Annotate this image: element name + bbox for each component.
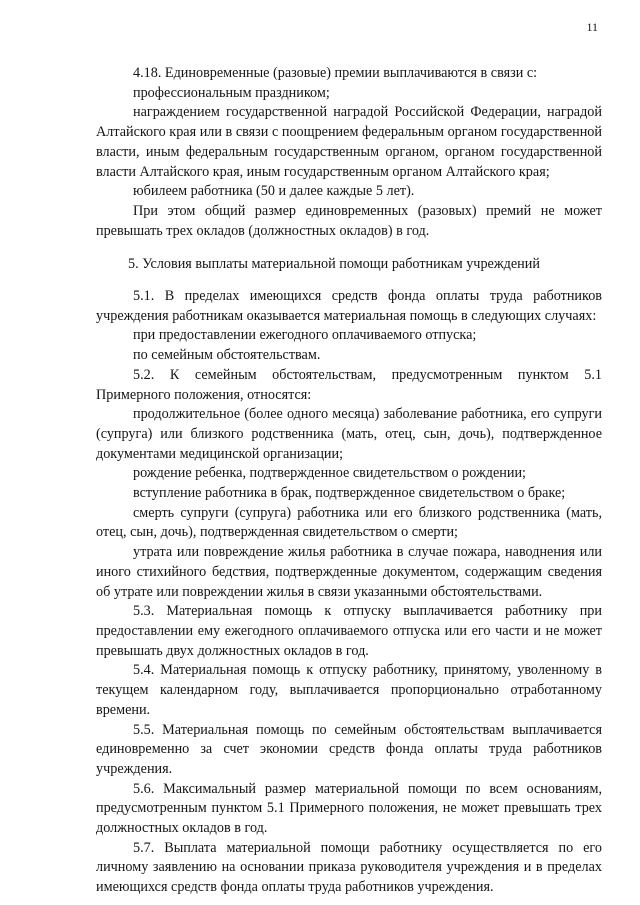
- clause-5-5: 5.5. Материальная помощь по семейным обстоятельствам выплачивается единовременно за счет экономии средств фонда оплаты труда работников учреждения.: [96, 721, 602, 777]
- section-5-heading: 5. Условия выплаты материальной помощи работникам учреждений: [128, 256, 540, 273]
- clause-5-3: 5.3. Материальная помощь к отпуску выплачивается работнику при предоставлении ему ежегодного оплачиваемого отпуска или его части и не может превышать двух должностных окладов в год.: [96, 603, 602, 659]
- list-item-marriage: вступление работника в брак, подтвержденное свидетельством о браке;: [133, 485, 566, 502]
- list-item-housing-loss: утрата или повреждение жилья работника в случае пожара, наводнения или иного стихийного бедствия, подтвержденные документом, содержащим сведения об утрате или повреждении жилья в связи указанными обстоятельствами.: [96, 544, 602, 600]
- list-item-anniversary: юбилеем работника (50 и далее каждые 5 лет).: [133, 183, 415, 200]
- bonus-limit-paragraph: При этом общий размер единовременных (разовых) премий не может превышать трех окладов (должностных окладов) в год.: [96, 202, 602, 239]
- page-number: 11: [586, 20, 598, 34]
- clause-5-4: 5.4. Материальная помощь к отпуску работнику, принятому, уволенному в текущем календарном году, выплачивается пропорционально отработанному времени.: [96, 662, 602, 718]
- list-item-death: смерть супруги (супруга) работника или его близкого родственника (мать, отец, сын, дочь), подтвержденная свидетельством о смерти;: [96, 504, 602, 541]
- list-item-birth: рождение ребенка, подтвержденное свидетельством о рождении;: [133, 465, 526, 482]
- list-item-vacation: при предоставлении ежегодного оплачиваемого отпуска;: [133, 327, 477, 344]
- document-body: [96, 64, 602, 898]
- clause-5-7: 5.7. Выплата материальной помощи работнику осуществляется по его личному заявлению на основании приказа руководителя учреждения и в пределах имеющихся средств фонда оплаты труда работников учреждения.: [96, 839, 602, 896]
- list-item-illness: продолжительное (более одного месяца) заболевание работника, его супруги (супруга) или близкого родственника (мать, отец, сын, дочь), подтвержденное документами медицинской организации;: [96, 406, 602, 462]
- list-item-family: по семейным обстоятельствам.: [133, 347, 321, 364]
- clause-4-18: 4.18. Единовременные (разовые) премии выплачиваются в связи с:: [133, 65, 538, 81]
- clause-5-2: 5.2. К семейным обстоятельствам, предусмотренным пунктом 5.1 Примерного положения, относятся:: [96, 366, 602, 403]
- clause-5-1: 5.1. В пределах имеющихся средств фонда оплаты труда работников учреждения работникам оказывается материальная помощь в следующих случаях:: [96, 288, 602, 324]
- list-item-holiday: профессиональным праздником;: [133, 84, 330, 101]
- clause-5-6: 5.6. Максимальный размер материальной помощи по всем основаниям, предусмотренным пунктом 5.1 Примерного положения, не может превышать трех должностных окладов в год.: [96, 780, 602, 837]
- list-item-award: награждением государственной наградой Российской Федерации, наградой Алтайского края или в связи с поощрением федеральным органом государственной власти, иным федеральным государственным органом, органом государственной власти Алтайского края, иным государственным органом Алтайского края;: [96, 104, 602, 180]
